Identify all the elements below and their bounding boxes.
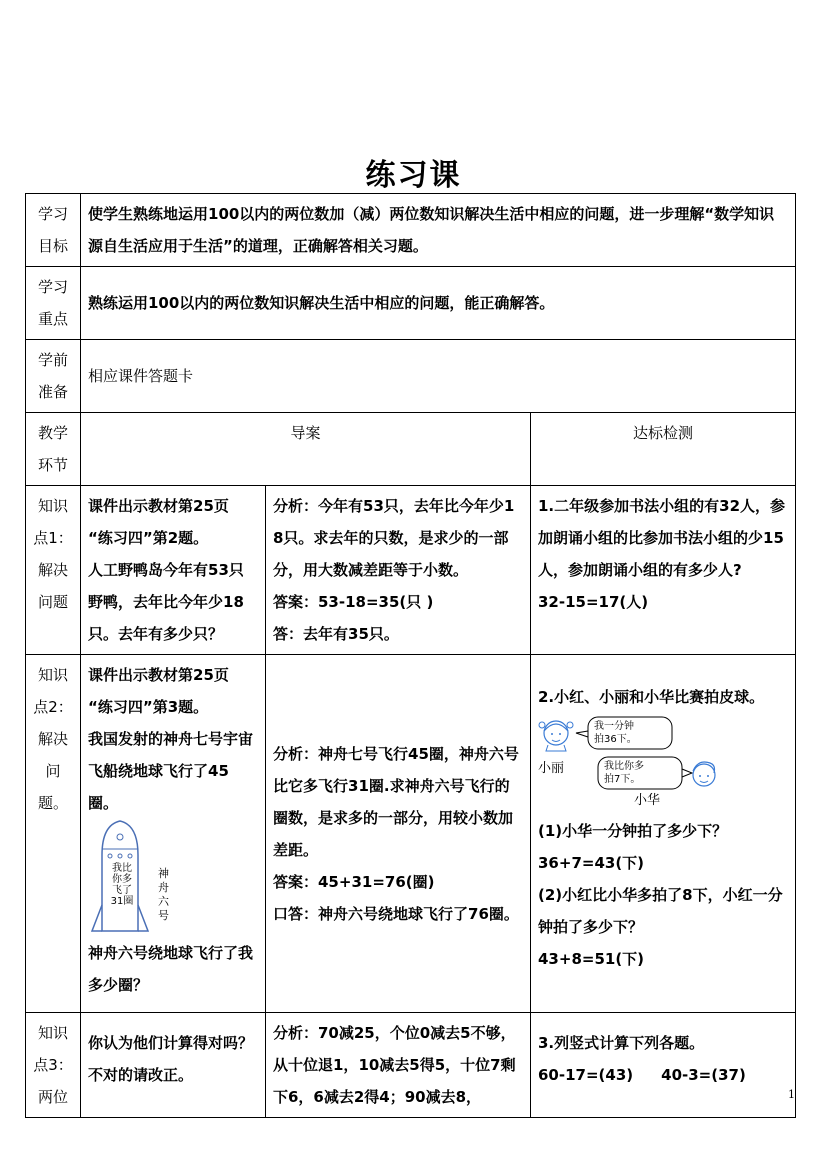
k1-analysis: 分析：今年有53只，去年比今年少18只。求去年的只数，是求少的一部分，用大数减差距等于小数。 答案：53-18=35(只 ) 答：去年有35只。 (266, 486, 531, 655)
page-number: 1 (788, 1088, 795, 1101)
k3-check: 3.列竖式计算下列各题。 60-17=(43) 40-3=(37) (531, 1013, 796, 1118)
row-label-k2: 知识 点2： 解决 问题。 (26, 655, 81, 1013)
name-xiaohua: 小华 (634, 793, 661, 808)
page-title: 练习课 (365, 158, 462, 193)
name-xiaoli: 小丽 (538, 761, 565, 776)
row-prep (26, 340, 796, 413)
rocket-illustration: 我比 你多 飞了 31圈 神 舟 六 号 (88, 819, 258, 937)
row-label-k1: 知识 点1： 解决 问题 (26, 486, 81, 655)
speech-bubble-2: 我比你多 拍7下。 (604, 761, 644, 785)
header-guide: 导案 (81, 413, 531, 486)
row-knowledge-1 (26, 486, 796, 655)
row-label-k3: 知识 点3： 两位 (26, 1013, 81, 1118)
k1-check: 1.二年级参加书法小组的有32人，参加朗诵小组的比参加书法小组的少15人，参加朗诵小组的有多少人? 32-15=17(人) (531, 486, 796, 655)
k2-analysis: 分析：神舟七号飞行45圈，神舟六号比它多飞行31圈.求神舟六号飞行的圈数，是求多的一部分，用较小数加差距。 答案：45+31=76(圈) 口答：神舟六号绕地球飞行了76圈。 (266, 655, 531, 1013)
k1-guide: 课件出示教材第25页 “练习四”第2题。 人工野鸭岛今年有53只野鸭，去年比今年少18只。去年有多少只？ (81, 486, 266, 655)
row-label-goal: 学习 目标 (26, 194, 81, 267)
rocket-name: 神 舟 六 号 (158, 867, 169, 922)
row-header (26, 413, 796, 486)
focus-text: 熟练运用100以内的两位数知识解决生活中相应的问题，能正确解答。 (81, 267, 796, 340)
row-label-focus: 学习 重点 (26, 267, 81, 340)
bouncing-ball-cartoon (538, 713, 718, 811)
row-focus (26, 267, 796, 340)
goal-text: 使学生熟练地运用100以内的两位数加（减）两位数知识解决生活中相应的问题，进一步理解“数学知识源自生活应用于生活”的道理，正确解答相关习题。 (81, 194, 796, 267)
speech-bubble-1: 我一分钟 拍36下。 (594, 721, 637, 745)
header-check: 达标检测 (531, 413, 796, 486)
row-knowledge-2 (26, 655, 796, 1013)
k3-guide: 你认为他们计算得对吗？不对的请改正。 (81, 1013, 266, 1118)
row-goal (26, 194, 796, 267)
row-knowledge-3 (26, 1013, 796, 1118)
k3-analysis: 分析：70减25，个位0减去5不够，从十位退1，10减去5得5，十位7剩下6，6减去2得4；90减去8， (266, 1013, 531, 1118)
lesson-plan-table (25, 193, 796, 1118)
k2-check: 2.小红、小丽和小华比赛拍皮球。 我一分钟 拍36下。 我比你多 拍7下。 小丽 小华 (1)小华一分钟拍了多少下？ 36+7=43(下) (2)小红比小华多拍了8下，小红一分钟拍了多少下？ 43+8=51(下) (531, 655, 796, 1013)
prep-text: 相应课件答题卡 (81, 340, 796, 413)
k2-guide: 课件出示教材第25页 “练习四”第3题。 我国发射的神舟七号宇宙飞船绕地球飞行了45圈。 我比 你多 飞了 31圈 神 舟 六 号 神舟六号绕地球飞行了我多少圈？ (81, 655, 266, 1013)
row-label-prep: 学前 准备 (26, 340, 81, 413)
row-label-stage: 教学 环节 (26, 413, 81, 486)
